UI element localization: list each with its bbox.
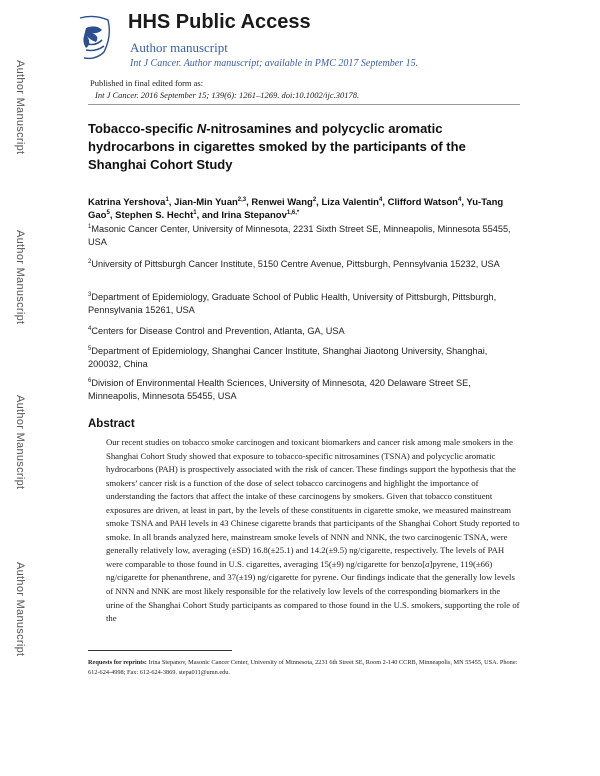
affiliation (88, 345, 518, 371)
affiliation-text: Centers for Disease Control and Prevention, Atlanta, GA, USA (91, 326, 345, 336)
abstract-italic-a: a (425, 558, 430, 569)
article-title (88, 120, 518, 174)
affiliation-text: Division of Environmental Health Sciences, University of Minnesota, 420 Delaware Street SE, Minneapolis, Minnesota 55455, USA (88, 378, 471, 401)
author-affiliation-sup: 4 (457, 196, 462, 203)
author-name: Katrina Yershova (88, 197, 166, 208)
abstract-body (106, 436, 520, 626)
author-affiliation-sup: 1,6,* (286, 209, 300, 216)
affiliation-number: 3 (88, 291, 92, 298)
hhs-eagle-logo-icon (74, 14, 114, 62)
author-affiliation-sup: 1 (165, 196, 169, 203)
affiliation-text: Department of Epidemiology, Shanghai Cancer Institute, Shanghai Jiaotong University, Shanghai, 200032, China (88, 346, 488, 369)
affiliation-number: 4 (88, 325, 92, 332)
author-name: Jian-Min Yuan (174, 197, 238, 208)
author-name: Clifford Watson (387, 197, 458, 208)
citation-text: Int J Cancer. 2016 September 15; 139(6): 1261–1269. doi:10.1002/ijc.30178. (95, 90, 360, 100)
affiliation (88, 325, 518, 338)
affiliation-number: 5 (88, 345, 92, 352)
affiliation-number: 2 (88, 258, 92, 265)
author-list: Katrina Yershova$^1$, Jian-Min Yuan$^{2,3}$, Renwei Wang$^2$, Liza Valentin$^4$, Clifford Watson$^4$, Yu-Tang Gao$^5$, Stephen S. Hecht$^1$, and Irina Stepanov$^{1,6,*}$ (88, 196, 504, 221)
author-name: Liza Valentin (321, 197, 379, 208)
affiliation (88, 258, 518, 271)
authors-and: and (201, 210, 219, 221)
reprint-footnote (88, 658, 520, 677)
author-manuscript-subtitle: Author manuscript (130, 40, 228, 55)
author-affiliation-sup: 1 (193, 209, 197, 216)
title-italic-n: N (196, 121, 207, 136)
header-divider (88, 104, 520, 105)
author-name: Stephen S. Hecht (115, 210, 194, 221)
author-affiliation-sup: 5 (106, 209, 110, 216)
citation-line (95, 90, 359, 100)
author-name: Irina Stepanov (221, 210, 287, 221)
title-part-2: -nitrosamines and polycyclic aromatic hydrocarbons in cigarettes smoked by the participants of the Shanghai Cohort Study (88, 121, 466, 172)
footnote-divider (88, 650, 232, 651)
affiliation-text: Masonic Cancer Center, University of Minnesota, 2231 Sixth Street SE, Minneapolis, Minnesota 55455, USA (88, 224, 511, 247)
footnote-text: Irina Stepanov, Masonic Cancer Center, University of Minnesota, 2231 6th Street SE, Room 2-140 CCRB, Minneapolis, MN 55455, USA. Phone: 612-624-4998; Fax: 612-624-3869. stepa011@umn.edu. (88, 659, 518, 676)
author-name: Renwei Wang (251, 197, 313, 208)
affiliation-number: 1 (88, 223, 92, 230)
footnote-label: Requests for reprints: (88, 659, 147, 666)
affiliation (88, 223, 518, 249)
abstract-text-1: Our recent studies on tobacco smoke carcinogen and toxicant biomarkers and cancer risk among male smokers in the Shanghai Cohort Study showed that exposure to tobacco-specific nitrosamines (TSNA) and polycyclic aromatic hydrocarbons (PAH) is prospectively associated with the risk of cancer. These findings support the hypothesis that the smokers’ cancer risk is a function of the dose of select tobacco carcinogens and highlight the importance of understanding the factors that affect the intake of these carcinogens by smokers. Given that tobacco constituent exposures are driven, at least in part, by the levels of these constituents in cigarette smoke, we measured mainstream smoke TSNA and PAH levels in 43 Chinese cigarette brands that participants of the Shanghai Cohort Study reported to smoke. In all brands analyzed here, mainstream smoke levels of NNN and NNK, the two carcinogenic TSNA, were generally relatively low, averaging (±SD) 16.8(±25.1) and 14.2(±9.5) ng/cigarette, respectively. The levels of PAH were comparable to those found in U.S. cigarettes, averaging 15(±9) ng/cigarette for benzo[ (106, 437, 520, 569)
affiliation (88, 291, 518, 317)
hhs-public-access-title: HHS Public Access (128, 11, 311, 33)
abstract-heading: Abstract (88, 418, 135, 430)
author-affiliation-sup: 2 (312, 196, 317, 203)
title-part-1: Tobacco-specific (88, 121, 197, 136)
affiliation-text: Department of Epidemiology, Graduate School of Public Health, University of Pittsburgh, Pittsburgh, Pennsylvania 15261, USA (88, 292, 497, 315)
abstract-text-2: ]pyrene, 119(±66) ng/cigarette for phenanthrene, and 37(±19) ng/cigarette for pyrene. Our findings indicate that the generally low levels of NNN and NNK are most likely responsible for the relatively low levels of the corresponding biomarkers in the urine of the Shanghai Cohort Study participants as compared to those found in the U.S. smokers, supporting the role of the (106, 558, 520, 624)
affiliation (88, 377, 518, 403)
published-in-label: Published in final edited form as: (90, 78, 204, 88)
author-name: Yu-Tang Gao (88, 197, 504, 221)
sidebar-label-author-manuscript: Author Manuscript (14, 562, 26, 657)
sidebar-label-author-manuscript: Author Manuscript (14, 60, 26, 155)
affiliation-number: 6 (88, 377, 92, 384)
journal-availability-line: Int J Cancer. Author manuscript; available in PMC 2017 September 15. (130, 58, 419, 69)
author-affiliation-sup: 2,3 (237, 196, 247, 203)
author-affiliation-sup: 4 (378, 196, 383, 203)
sidebar-label-author-manuscript: Author Manuscript (14, 395, 26, 490)
sidebar-label-author-manuscript: Author Manuscript (14, 230, 26, 325)
affiliation-text: University of Pittsburgh Cancer Institute, 5150 Centre Avenue, Pittsburgh, Pennsylvania 15232, USA (91, 259, 500, 269)
